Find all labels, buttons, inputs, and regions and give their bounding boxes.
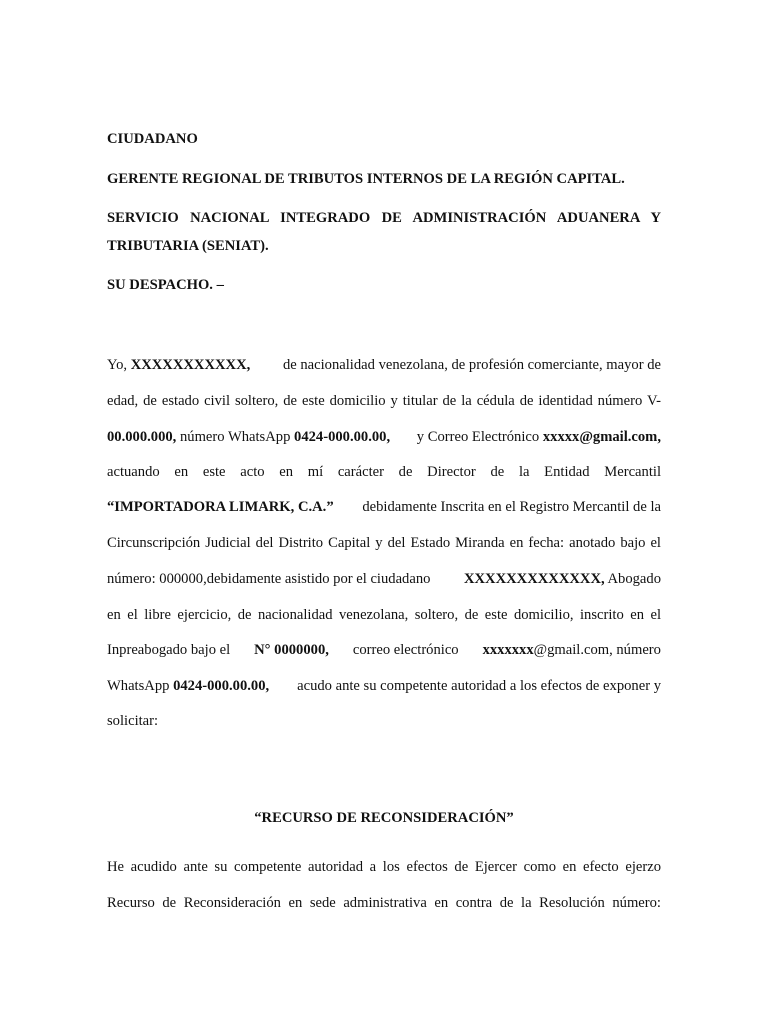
- body-name: XXXXXXXXXXX,: [130, 357, 251, 373]
- body-line-9-mid: correo electrónico: [352, 642, 459, 658]
- addressee-title: CIUDADANO: [107, 131, 198, 147]
- section-title: “RECURSO DE RECONSIDERACIÓN”: [254, 810, 514, 826]
- body-line-10: [107, 678, 661, 695]
- addressee-position: GERENTE REGIONAL DE TRIBUTOS INTERNOS DE LA REGIÓN CAPITAL.: [107, 171, 625, 187]
- body-mail-label: y Correo Electrónico: [416, 429, 540, 445]
- body-line-4: actuando en este acto en mí carácter de Director de la Entidad Mercantil: [107, 464, 661, 480]
- body-line-7-start: número: 000000,debidamente asistido por el ciudadano: [107, 571, 431, 587]
- body-inpre-number: N° 0000000,: [254, 642, 329, 658]
- body-line-1-rest: de nacionalidad venezolana, de profesión comerciante, mayor de: [282, 357, 661, 373]
- body-line-11: solicitar:: [107, 713, 159, 729]
- body-lawyer-email-domain: @gmail.com, número: [533, 642, 661, 658]
- body-line-7-end: Abogado: [607, 571, 661, 587]
- body-line-8: en el libre ejercicio, de nacionalidad venezolana, soltero, de este domicilio, inscrito en el: [107, 607, 661, 623]
- addressee-institution-line1: SERVICIO NACIONAL INTEGRADO DE ADMINISTRACIÓN ADUANERA Y: [107, 210, 661, 226]
- body-line-6: Circunscripción Judicial del Distrito Capital y del Estado Miranda en fecha: anotado bajo el: [107, 535, 661, 551]
- body-phone: 0424-000.00.00,: [294, 429, 391, 445]
- body-id-number: 00.000.000,: [107, 429, 177, 445]
- body-email: xxxxx@gmail.com,: [542, 429, 661, 445]
- body-line-2: edad, de estado civil soltero, de este domicilio y titular de la cédula de identidad número V-: [107, 393, 661, 409]
- addressee-institution-line2: TRIBUTARIA (SENIAT).: [107, 238, 269, 254]
- body-line-9: [107, 642, 661, 659]
- addressee-closing: SU DESPACHO. –: [107, 277, 224, 293]
- body-line-10-rest: acudo ante su competente autoridad a los efectos de exponer y: [297, 678, 661, 694]
- body-lawyer-phone: 0424-000.00.00,: [173, 678, 270, 694]
- body-company-name: “IMPORTADORA LIMARK, C.A.”: [107, 499, 334, 515]
- body-line-3: [107, 429, 661, 446]
- body-yo: Yo,: [107, 357, 128, 373]
- body-lawyer-name: XXXXXXXXXXXXX,: [463, 571, 605, 587]
- body-line-9-start: Inpreabogado bajo el: [107, 642, 231, 658]
- body-line-5: [107, 499, 661, 516]
- section-line-2: Recurso de Reconsideración en sede administrativa en contra de la Resolución número:: [107, 895, 661, 911]
- body-line-10-start: WhatsApp: [107, 678, 170, 694]
- body-line-5-rest: debidamente Inscrita en el Registro Mercantil de la: [362, 499, 661, 515]
- body-whatsapp-label: número WhatsApp: [179, 429, 291, 445]
- body-line-1: [107, 357, 661, 374]
- body-lawyer-email-user: xxxxxxx: [482, 642, 534, 658]
- section-line-1: He acudido ante su competente autoridad a los efectos de Ejercer como en efecto ejerzo: [107, 859, 661, 875]
- body-line-7: [107, 571, 661, 588]
